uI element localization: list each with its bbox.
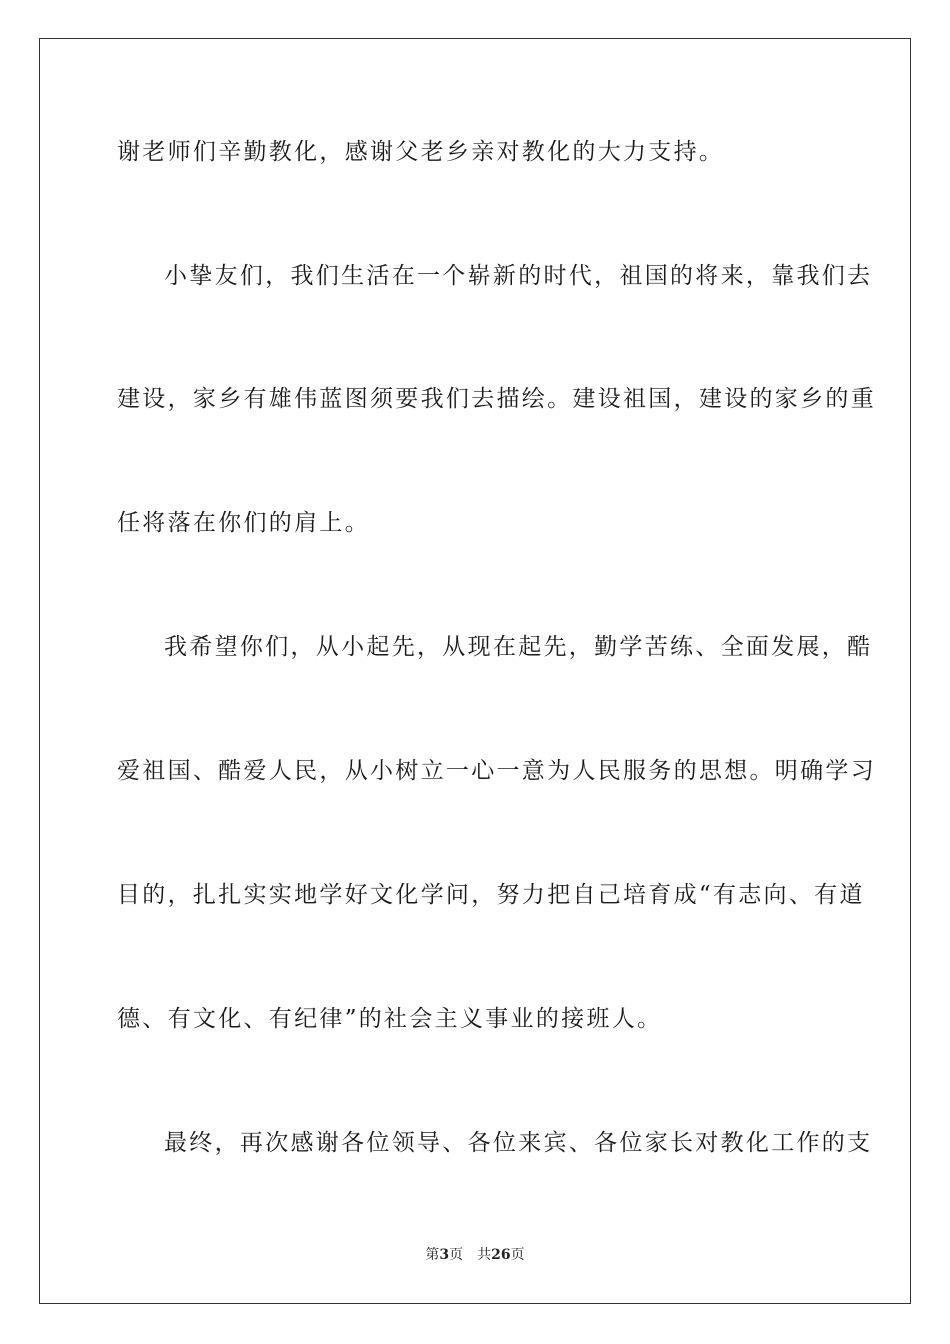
page-suffix: 页 (449, 1247, 464, 1263)
page-prefix: 第 (425, 1247, 440, 1263)
page-border (39, 38, 911, 1304)
total-suffix: 页 (510, 1247, 525, 1263)
body-line-7: 目的，扎扎实实地学好文化学问，努力把自己培育成“有志向、有道 (117, 882, 865, 908)
body-line-4: 任将落在你们的肩上。 (117, 510, 370, 536)
body-line-9: 最终，再次感谢各位领导、各位来宾、各位家长对教化工作的支 (164, 1130, 873, 1156)
body-line-1: 谢老师们辛勤教化，感谢父老乡亲对教化的大力支持。 (117, 139, 725, 165)
page-number: 3 (439, 1247, 450, 1263)
total-prefix: 共 (477, 1247, 492, 1263)
body-line-8: 德、有文化、有纪律”的社会主义事业的接班人。 (117, 1006, 663, 1032)
total-pages: 26 (491, 1247, 511, 1263)
body-line-5: 我希望你们，从小起先，从现在起先，勤学苦练、全面发展，酷 (164, 634, 873, 660)
page-footer (0, 1245, 950, 1265)
body-line-3: 建设，家乡有雄伟蓝图须要我们去描绘。建设祖国，建设的家乡的重 (117, 386, 876, 412)
body-line-6: 爱祖国、酷爱人民，从小树立一心一意为人民服务的思想。明确学习 (117, 758, 876, 784)
body-line-2: 小挚友们，我们生活在一个崭新的时代，祖国的将来，靠我们去 (164, 263, 873, 289)
